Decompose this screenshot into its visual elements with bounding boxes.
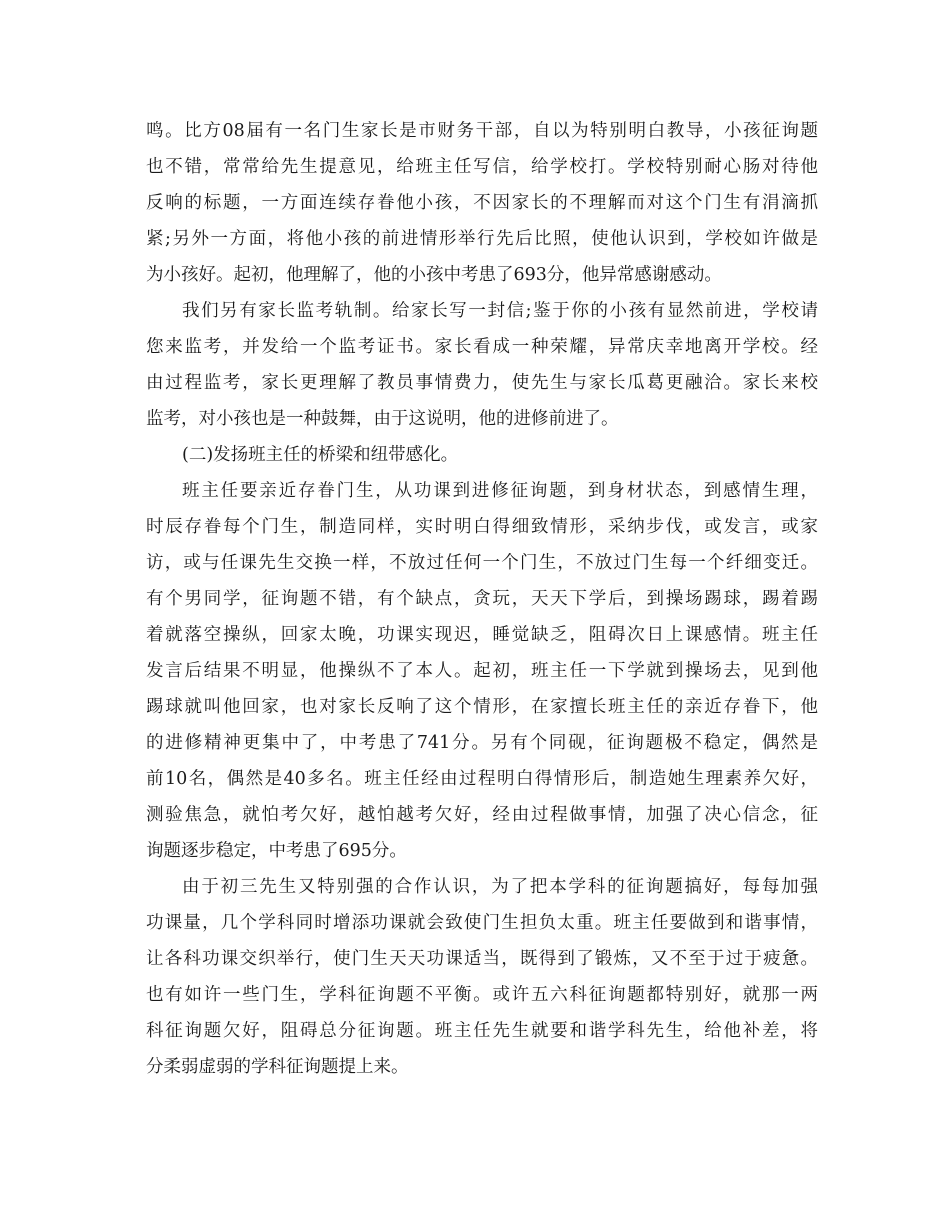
section-heading: (二)发扬班主任的桥梁和纽带感化。 (182, 445, 459, 465)
paragraph-2-line-3: 由过程监考，家长更理解了教员事情费力，使先生与家长瓜葛更融洽。家长来校 (146, 373, 818, 393)
paragraph-1-line-5: 为小孩好。起初，他理解了，他的小孩中考患了693分，他异常感谢感动。 (146, 265, 722, 285)
paragraph-4-line-2: 功课量，几个学科同时增添功课就会致使门生担负太重。班主任要做到和谐事情， (146, 913, 818, 933)
paragraph-3-line-11: 询题逐步稳定，中考患了695分。 (146, 841, 407, 861)
paragraph-3-line-9: 前10名，偶然是40多名。班主任经由过程明白得情形后，制造她生理素养欠好， (146, 769, 818, 789)
paragraph-3-line-7: 踢球就叫他回家，也对家长反响了这个情形，在家擅长班主任的亲近存眷下，他 (146, 697, 818, 717)
paragraph-3-line-4: 有个男同学，征询题不错，有个缺点，贪玩，天天下学后，到操场踢球，踢着踢 (146, 589, 818, 609)
paragraph-1-line-2: 也不错，常常给先生提意见，给班主任写信，给学校打。学校特别耐心肠对待他 (146, 157, 818, 177)
paragraph-2-line-1: 我们另有家长监考轨制。给家长写一封信;鉴于你的小孩有显然前进，学校请 (182, 301, 818, 321)
paragraph-2-line-4: 监考，对小孩也是一种鼓舞，由于这说明，他的进修前进了。 (146, 409, 619, 429)
paragraph-4-line-6: 分柔弱虚弱的学科征询题提上来。 (146, 1057, 409, 1077)
paragraph-3-line-2: 时辰存眷每个门生，制造同样，实时明白得细致情形，采纳步伐，或发言，或家 (146, 517, 818, 537)
paragraph-1-line-4: 紧;另外一方面，将他小孩的前进情形举行先后比照，使他认识到，学校如许做是 (146, 229, 818, 249)
paragraph-3-line-1: 班主任要亲近存眷门生，从功课到进修征询题，到身材状态，到感情生理， (182, 481, 818, 501)
paragraph-4-line-4: 也有如许一些门生，学科征询题不平衡。或许五六科征询题都特别好，就那一两 (146, 985, 818, 1005)
paragraph-1-line-3: 反响的标题，一方面连续存眷他小孩，不因家长的不理解而对这个门生有涓滴抓 (146, 193, 818, 213)
paragraph-4-line-5: 科征询题欠好，阻碍总分征询题。班主任先生就要和谐学科先生，给他补差，将 (146, 1021, 818, 1041)
paragraph-4-line-1: 由于初三先生又特别强的合作认识，为了把本学科的征询题搞好，每每加强 (182, 877, 818, 897)
paragraph-3-line-3: 访，或与任课先生交换一样，不放过任何一个门生，不放过门生每一个纤细变迁。 (146, 553, 818, 573)
paragraph-3-line-6: 发言后结果不明显，他操纵不了本人。起初，班主任一下学就到操场去，见到他 (146, 661, 818, 681)
paragraph-3-line-8: 的进修精神更集中了，中考患了741分。另有个同砚，征询题极不稳定，偶然是 (146, 733, 818, 753)
paragraph-3-line-5: 着就落空操纵，回家太晚，功课实现迟，睡觉缺乏，阻碍次日上课感情。班主任 (146, 625, 818, 645)
paragraph-3-line-10: 测验焦急，就怕考欠好，越怕越考欠好，经由过程做事情，加强了决心信念，征 (146, 805, 818, 825)
paragraph-2-line-2: 您来监考，并发给一个监考证书。家长看成一种荣耀，异常庆幸地离开学校。经 (146, 337, 818, 357)
paragraph-4-line-3: 让各科功课交织举行，使门生天天功课适当，既得到了锻炼，又不至于过于疲惫。 (146, 949, 818, 969)
paragraph-1-line-1: 鸣。比方08届有一名门生家长是市财务干部，自以为特别明白教导，小孩征询题 (146, 121, 818, 141)
